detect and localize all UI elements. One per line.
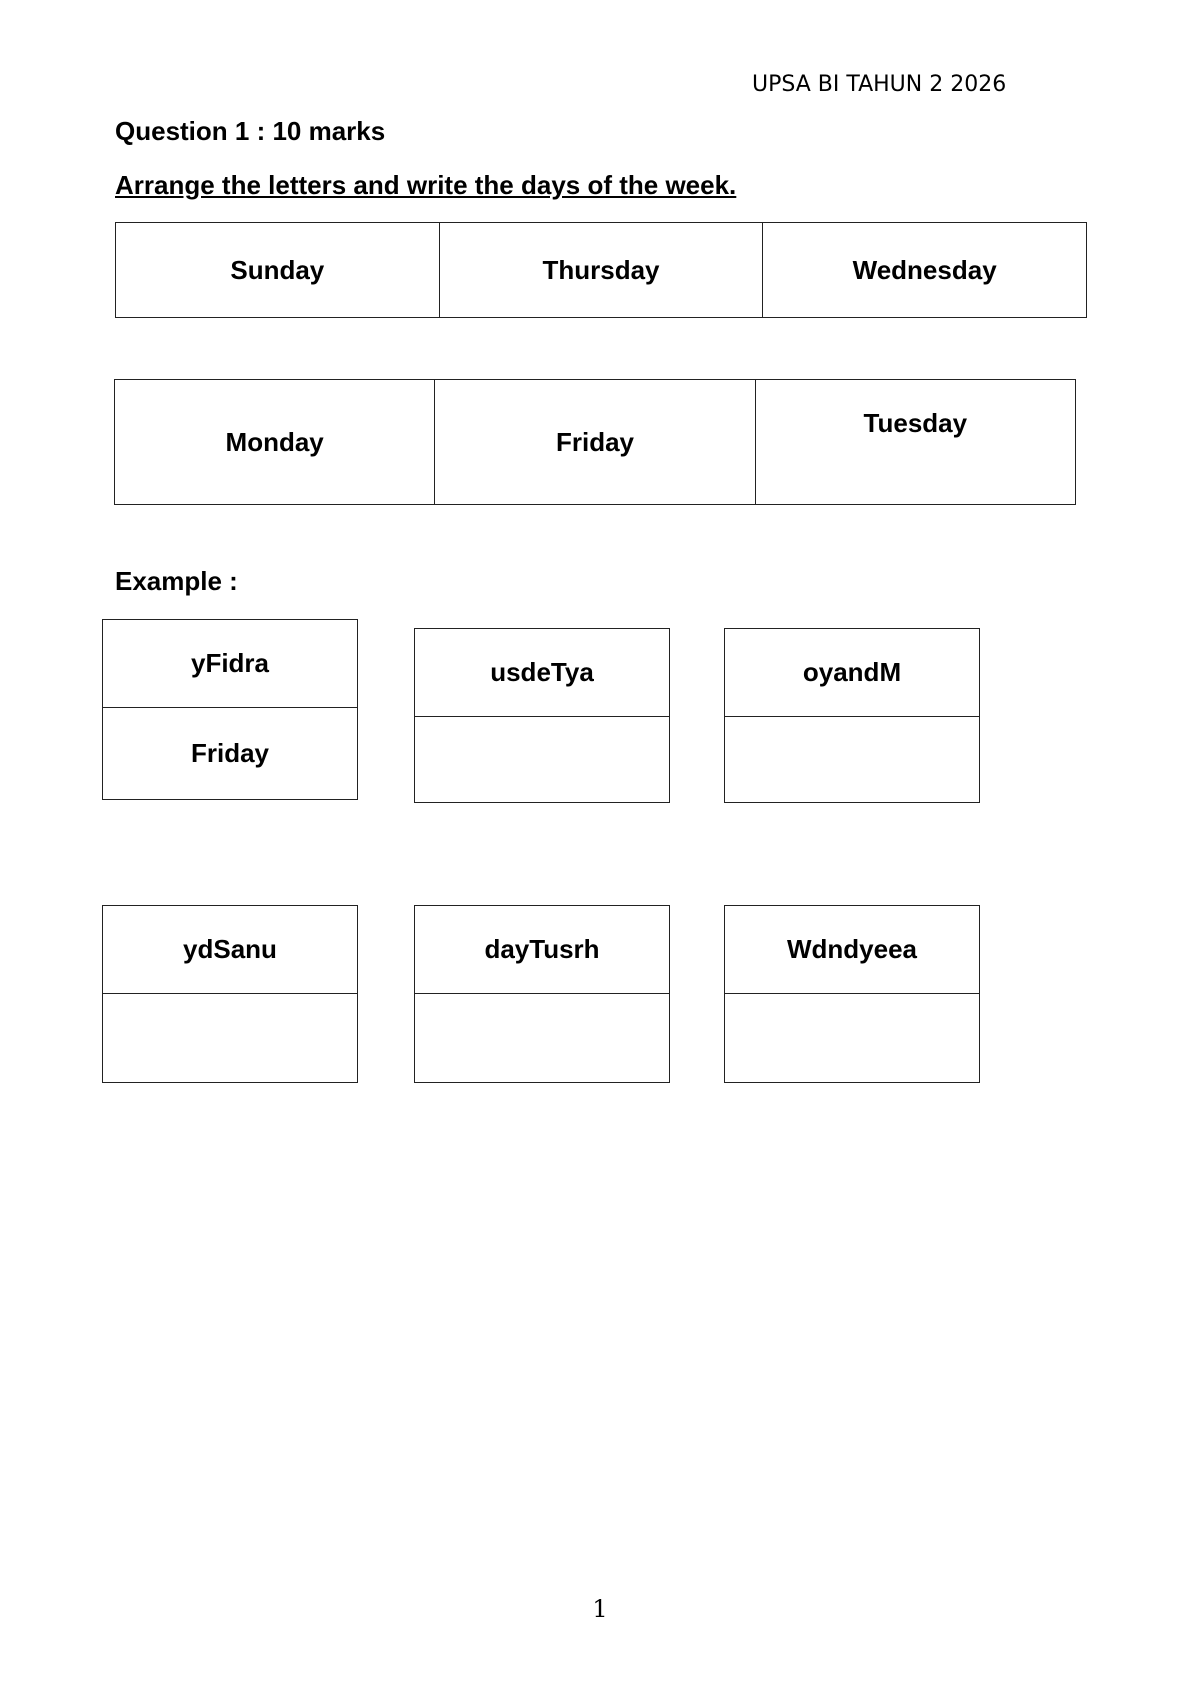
page-number: 1 <box>592 1595 608 1623</box>
answer-box[interactable] <box>103 994 357 1081</box>
word-bank-row-1 <box>115 222 1087 318</box>
scrambled-word: oyandM <box>725 629 979 717</box>
word-bank-cell: Tuesday <box>755 380 1075 505</box>
exercise-card <box>102 905 358 1083</box>
word-bank-cell: Thursday <box>439 223 763 318</box>
question-instruction: Arrange the letters and write the days of the week. <box>115 170 737 200</box>
exercise-card <box>724 905 980 1083</box>
example-label: Example : <box>115 566 238 596</box>
scrambled-word: yFidra <box>103 620 357 708</box>
scrambled-word: Wdndyeea <box>725 906 979 994</box>
word-bank-cell: Sunday <box>116 223 440 318</box>
word-bank-cell: Monday <box>115 380 435 505</box>
exercise-card <box>414 905 670 1083</box>
word-bank-row-2 <box>114 379 1076 505</box>
answer-box[interactable] <box>415 717 669 801</box>
scrambled-word: dayTusrh <box>415 906 669 994</box>
exercise-card <box>414 628 670 803</box>
scrambled-word: usdeTya <box>415 629 669 717</box>
scrambled-word: ydSanu <box>103 906 357 994</box>
answer-box: Friday <box>190 737 270 768</box>
page-header: UPSA BI TAHUN 2 2026 <box>752 72 1007 97</box>
answer-box[interactable] <box>725 717 979 801</box>
example-card <box>102 619 358 800</box>
exercise-card <box>724 628 980 803</box>
question-title: Question 1 : 10 marks <box>115 116 386 146</box>
word-bank-cell: Wednesday <box>763 223 1087 318</box>
word-bank-cell: Friday <box>435 380 755 505</box>
answer-box[interactable] <box>725 994 979 1081</box>
answer-box[interactable] <box>415 994 669 1081</box>
